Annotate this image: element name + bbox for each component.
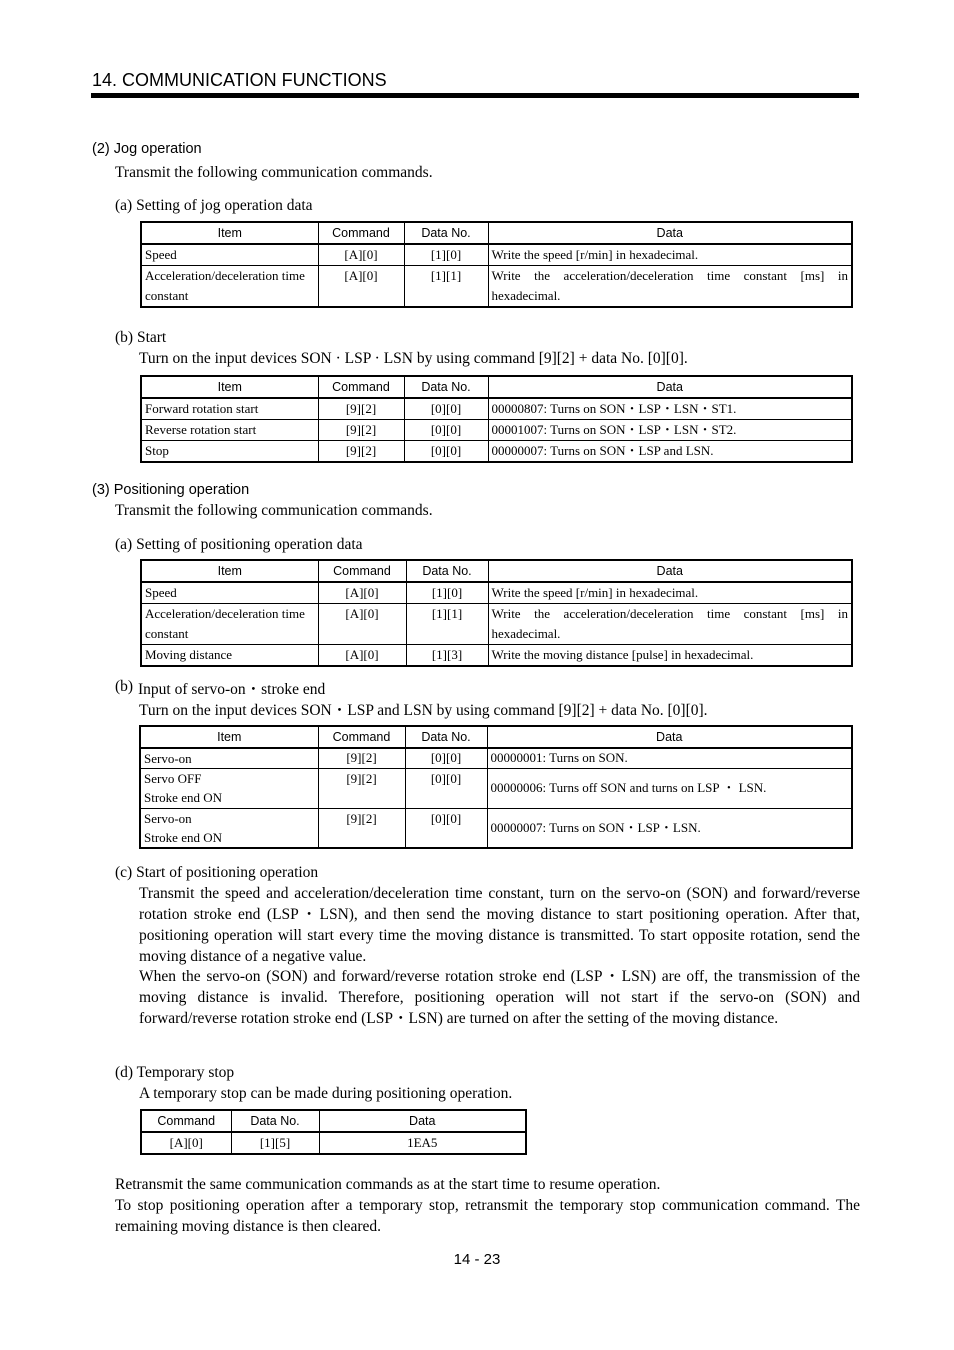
table-row	[141, 441, 852, 463]
positioning-data-table	[140, 559, 853, 667]
cell-item	[140, 748, 318, 768]
cell-data-no: [1][1]	[406, 604, 488, 645]
col-data-no: Data No.	[404, 222, 488, 244]
col-command: Command	[318, 376, 404, 398]
col-data-no: Data No.	[406, 560, 488, 582]
table-header-row	[141, 376, 852, 398]
cell-data-no: [1][5]	[231, 1132, 319, 1154]
table-row	[141, 645, 852, 667]
col-item: Item	[141, 560, 318, 582]
cell-item: Reverse rotation start	[141, 420, 318, 441]
cell-data: 00000006: Turns off SON and turns on LSP ・ LSN.	[487, 768, 852, 808]
col-item: Item	[140, 726, 318, 748]
positioning-b-label: (b)	[115, 678, 134, 695]
positioning-c-para1: Transmit the speed and acceleration/deceleration time constant, turn on the servo-on (SON) and forward/reverse rotation stroke end (LSP・LSN), and then send the moving distance to start positioning operation. After that, positioning operation will start every time the moving distance is transmitted. To start opposite rotation, send the moving distance of a negative value.	[139, 885, 860, 965]
cell-command: [A][0]	[318, 244, 404, 266]
cell-data: Write the acceleration/deceleration time constant [ms] in hexadecimal.	[488, 604, 852, 645]
cell-item-line1: Servo-on	[144, 750, 192, 766]
table-row	[141, 1132, 526, 1154]
cell-item-line2: Stroke end ON	[144, 829, 222, 845]
cell-command: [A][0]	[141, 1132, 231, 1154]
col-command: Command	[318, 222, 404, 244]
cell-command: [A][0]	[318, 604, 406, 645]
page-header-title: 14. COMMUNICATION FUNCTIONS	[92, 70, 387, 90]
cell-command: [9][2]	[318, 768, 405, 808]
cell-command: [9][2]	[318, 441, 404, 463]
col-item: Item	[141, 376, 318, 398]
col-data-no: Data No.	[231, 1110, 319, 1132]
resume-text: Retransmit the same communication commands as at the start time to resume operation.	[115, 1176, 661, 1193]
cell-data: 1EA5	[319, 1132, 526, 1154]
col-data: Data	[487, 726, 852, 748]
positioning-b-heading: Input of servo-on・stroke end	[138, 681, 326, 698]
cell-item: Forward rotation start	[141, 398, 318, 420]
cell-item: Speed	[141, 582, 318, 604]
col-command: Command	[318, 560, 406, 582]
positioning-heading: (3) Positioning operation	[92, 482, 250, 498]
cell-command: [A][0]	[318, 266, 404, 308]
table-row	[140, 768, 852, 808]
cell-item: Acceleration/deceleration time constant	[141, 266, 318, 308]
col-data: Data	[488, 560, 852, 582]
positioning-a-heading: (a) Setting of positioning operation data	[115, 536, 363, 553]
positioning-d-text: A temporary stop can be made during positioning operation.	[139, 1085, 513, 1102]
cell-data: Write the speed [r/min] in hexadecimal.	[488, 582, 852, 604]
jog-intro: Transmit the following communication commands.	[115, 164, 433, 181]
table-header-row	[141, 222, 852, 244]
col-command: Command	[141, 1110, 231, 1132]
table-row	[141, 398, 852, 420]
cell-data-no: [1][1]	[404, 266, 488, 308]
cell-item-line2: Stroke end ON	[144, 789, 222, 805]
positioning-d-heading: (d) Temporary stop	[115, 1064, 235, 1081]
col-command: Command	[318, 726, 405, 748]
positioning-c-heading: (c) Start of positioning operation	[115, 864, 319, 881]
stop-text: To stop positioning operation after a temporary stop, retransmit the temporary stop communication command. The remaining moving distance is then cleared.	[115, 1197, 860, 1235]
table-row	[141, 266, 852, 308]
table-header-row	[140, 726, 852, 748]
cell-data: Write the acceleration/deceleration time constant [ms] in hexadecimal.	[488, 266, 852, 308]
page-number: 14 - 23	[453, 1251, 501, 1268]
jog-data-table	[140, 221, 853, 308]
col-data: Data	[488, 376, 852, 398]
cell-item: Moving distance	[141, 645, 318, 667]
table-row	[140, 748, 852, 768]
table-row	[140, 808, 852, 848]
cell-data: Write the moving distance [pulse] in hexadecimal.	[488, 645, 852, 667]
cell-data-no: [0][0]	[405, 808, 487, 848]
col-data-no: Data No.	[405, 726, 487, 748]
table-row	[141, 244, 852, 266]
cell-item: Speed	[141, 244, 318, 266]
cell-command: [9][2]	[318, 398, 404, 420]
cell-data-no: [1][3]	[406, 645, 488, 667]
cell-data: 00001007: Turns on SON・LSP・LSN・ST2.	[488, 420, 852, 441]
cell-data-no: [0][0]	[404, 441, 488, 463]
cell-data-no: [1][0]	[406, 582, 488, 604]
jog-start-table	[140, 375, 853, 463]
table-row	[141, 604, 852, 645]
cell-data: 00000007: Turns on SON・LSP・LSN.	[487, 808, 852, 848]
cell-item	[140, 768, 318, 808]
col-data: Data	[488, 222, 852, 244]
cell-item	[140, 808, 318, 848]
cell-data: 00000001: Turns on SON.	[487, 748, 852, 768]
cell-data: 00000807: Turns on SON・LSP・LSN・ST1.	[488, 398, 852, 420]
header-rule	[91, 93, 859, 98]
table-row	[141, 582, 852, 604]
cell-item-line1: Servo-on	[144, 810, 192, 826]
col-item: Item	[141, 222, 318, 244]
cell-data-no: [0][0]	[405, 748, 487, 768]
jog-b-text: Turn on the input devices SON · LSP · LSN by using command [9][2] + data No. [0][0].	[139, 350, 688, 367]
cell-command: [9][2]	[318, 420, 404, 441]
cell-data-no: [0][0]	[404, 420, 488, 441]
jog-heading: (2) Jog operation	[92, 141, 202, 157]
cell-data: 00000007: Turns on SON・LSP and LSN.	[488, 441, 852, 463]
table-header-row	[141, 1110, 526, 1132]
positioning-intro: Transmit the following communication commands.	[115, 502, 433, 519]
jog-b-heading: (b) Start	[115, 329, 167, 346]
col-data: Data	[319, 1110, 526, 1132]
positioning-b-text: Turn on the input devices SON・LSP and LSN by using command [9][2] + data No. [0][0].	[139, 702, 708, 719]
table-header-row	[141, 560, 852, 582]
cell-command: [A][0]	[318, 582, 406, 604]
cell-command: [A][0]	[318, 645, 406, 667]
positioning-c-para2: When the servo-on (SON) and forward/reverse rotation stroke end (LSP・LSN) are off, the transmission of the moving distance is invalid. Therefore, positioning operation will not start if the servo-on (SON) and forward/reverse rotation stroke end (LSP・LSN) are turned on after the setting of the moving distance.	[139, 968, 860, 1027]
jog-a-heading: (a) Setting of jog operation data	[115, 197, 313, 214]
cell-item: Stop	[141, 441, 318, 463]
temporary-stop-table	[140, 1109, 527, 1155]
cell-item-line1: Servo OFF	[144, 770, 202, 786]
cell-data-no: [0][0]	[404, 398, 488, 420]
cell-command: [9][2]	[318, 748, 405, 768]
cell-data-no: [0][0]	[405, 768, 487, 808]
servo-on-table	[139, 725, 853, 849]
cell-data: Write the speed [r/min] in hexadecimal.	[488, 244, 852, 266]
cell-data-no: [1][0]	[404, 244, 488, 266]
cell-item: Acceleration/deceleration time constant	[141, 604, 318, 645]
table-row	[141, 420, 852, 441]
col-data-no: Data No.	[404, 376, 488, 398]
cell-command: [9][2]	[318, 808, 405, 848]
